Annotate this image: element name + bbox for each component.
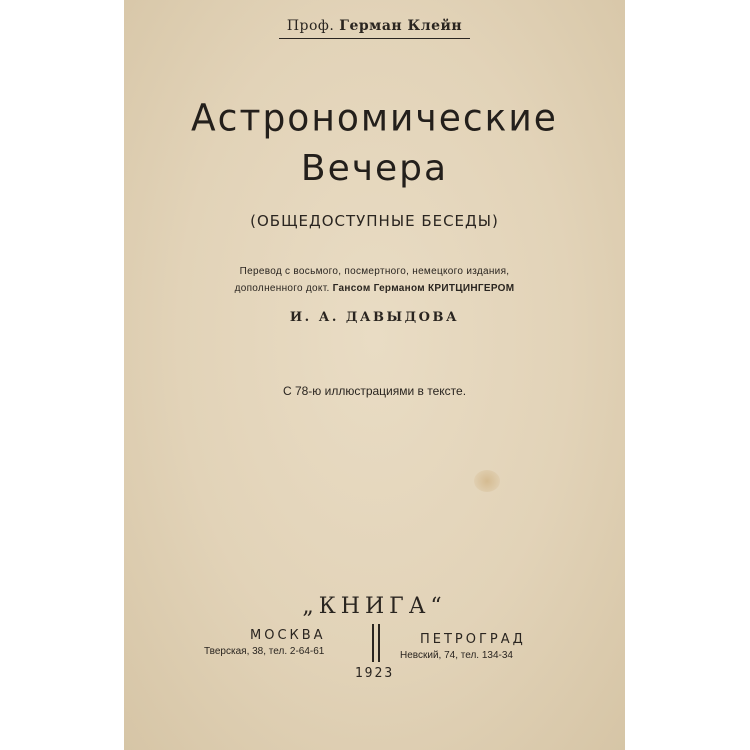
subtitle: (ОБЩЕДОСТУПНЫЕ БЕСЕДЫ) bbox=[250, 212, 499, 230]
translation-line-1: Перевод с восьмого, посмертного, немецкого издания, bbox=[239, 266, 510, 277]
publisher-city-right: ПЕТРОГРАД bbox=[420, 632, 526, 647]
translation-line-2 bbox=[124, 283, 625, 294]
title-line-2: Вечера bbox=[300, 148, 449, 189]
publisher-name: „КНИГА“ bbox=[302, 594, 447, 619]
publisher-city-left: МОСКВА bbox=[250, 628, 326, 643]
double-rule-right bbox=[378, 624, 380, 662]
author-line bbox=[124, 18, 625, 39]
author-name: Герман Клейн bbox=[339, 18, 463, 34]
author-prefix: Проф. bbox=[286, 18, 335, 34]
publication-year: 1923 bbox=[354, 666, 395, 681]
translation-editor: Гансом Германом КРИТЦИНГЕРОМ bbox=[332, 283, 515, 294]
title-page bbox=[124, 0, 625, 750]
translation-line-2-prefix: дополненного докт. bbox=[234, 283, 330, 294]
title-line-1: Астрономические bbox=[191, 96, 558, 141]
double-rule-left bbox=[372, 624, 374, 662]
translator-name: И. А. ДАВЫДОВА bbox=[289, 310, 460, 325]
publisher-address-right: Невский, 74, тел. 134-34 bbox=[400, 650, 513, 661]
author-underline bbox=[279, 18, 470, 39]
paper-stain bbox=[474, 470, 500, 492]
publisher-address-left: Тверская, 38, тел. 2-64-61 bbox=[204, 646, 325, 657]
illustrations-note: С 78-ю иллюстрациями в тексте. bbox=[282, 384, 467, 398]
